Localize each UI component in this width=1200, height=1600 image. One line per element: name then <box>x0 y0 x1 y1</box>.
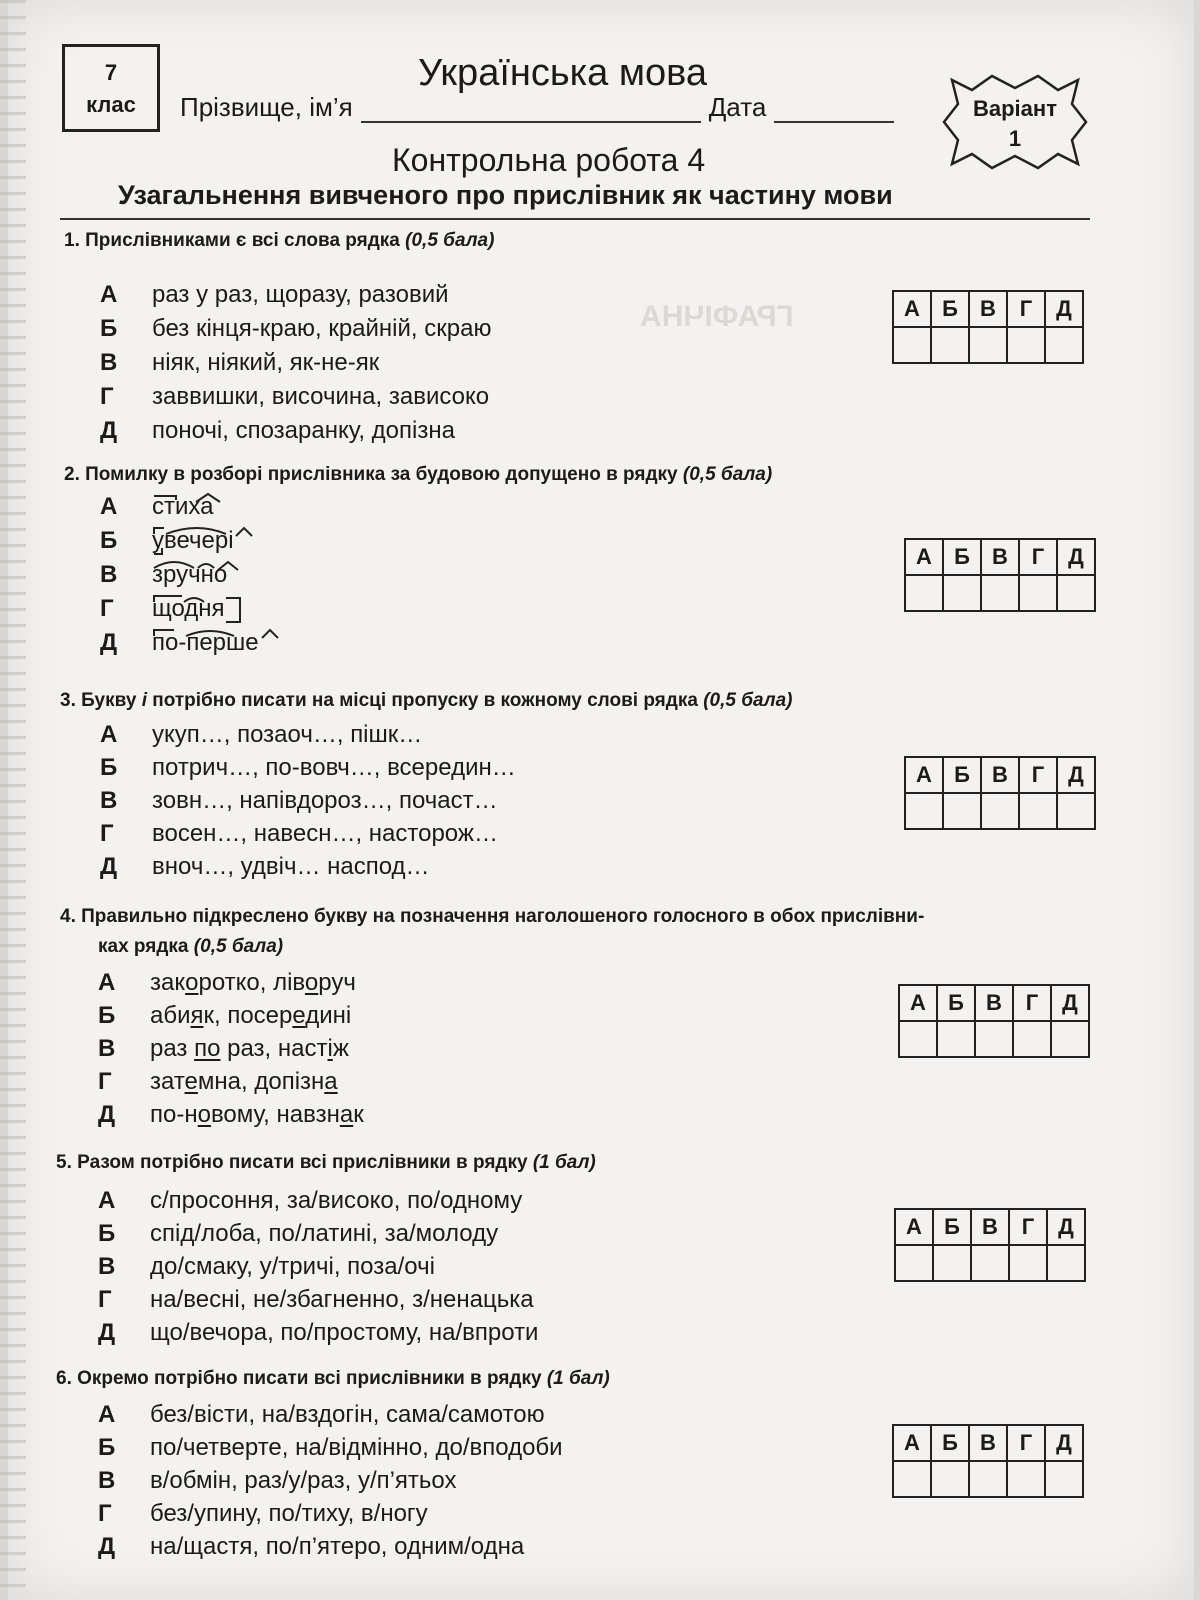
option-text: по/четверте, на/відмінно, до/вподоби <box>150 1434 563 1461</box>
stressed-letter: а <box>324 1068 338 1095</box>
answer-cell[interactable] <box>933 1245 971 1281</box>
answer-cell[interactable] <box>899 1021 937 1057</box>
answer-cell[interactable] <box>1045 1461 1083 1497</box>
answer-cell[interactable] <box>895 1245 933 1281</box>
question-points: (1 бал) <box>546 1368 610 1389</box>
morpheme-word <box>152 490 213 524</box>
option-text: раз у раз, щоразу, разовий <box>152 281 449 308</box>
question-number: 4. <box>60 906 76 927</box>
option-text: увечері <box>152 527 234 554</box>
option-letter: А <box>98 969 116 996</box>
answer-cell[interactable] <box>969 1461 1007 1497</box>
stressed-letter: і <box>327 1035 333 1062</box>
answer-grid-cells[interactable] <box>893 327 1083 363</box>
answer-cell[interactable] <box>1013 1021 1051 1057</box>
option-text: закоротко, ліворуч <box>150 969 356 996</box>
grid-letter: В <box>969 1425 1007 1461</box>
answer-cell[interactable] <box>893 327 931 363</box>
grid-letter: Б <box>931 291 969 327</box>
answer-cell[interactable] <box>981 575 1019 611</box>
option-letter: В <box>100 349 118 376</box>
grid-letter: А <box>905 757 943 793</box>
question-number: 2. <box>64 464 80 485</box>
grid-letter: Д <box>1057 539 1095 575</box>
question-text: потрібно писати на місці пропуску в кожному слові рядка <box>152 690 698 711</box>
grade-number: 7 <box>104 60 118 85</box>
surname-field[interactable] <box>361 97 701 123</box>
stressed-letter: я <box>190 1002 204 1029</box>
grid-letter: А <box>893 1425 931 1461</box>
option-text: стиха <box>152 493 214 520</box>
question-1-title <box>64 226 494 256</box>
grid-letter: Д <box>1045 291 1083 327</box>
morpheme-word <box>152 558 227 592</box>
question-number: 5. <box>56 1152 72 1173</box>
question-points: (0,5 бала) <box>405 230 495 251</box>
option-text: без кінця-краю, крайній, скраю <box>152 315 492 342</box>
grid-letter: В <box>981 539 1019 575</box>
option-letter: Д <box>100 629 118 656</box>
option-letter: Д <box>100 853 118 880</box>
option-letter: В <box>100 787 118 814</box>
morpheme-word <box>152 592 225 626</box>
answer-cell[interactable] <box>943 575 981 611</box>
option-letter: А <box>98 1187 116 1214</box>
grid-letter: В <box>981 757 1019 793</box>
variant-label: Варіант <box>973 96 1057 121</box>
stressed-letter: е <box>292 1002 306 1029</box>
option-letter: А <box>100 281 118 308</box>
morpheme-marks <box>152 490 242 524</box>
option-letter: Г <box>100 820 114 847</box>
grid-letter: Б <box>943 539 981 575</box>
answer-cell[interactable] <box>1007 327 1045 363</box>
answer-cell[interactable] <box>1057 575 1095 611</box>
answer-grid-header <box>893 1425 1083 1461</box>
answer-grid-header <box>905 757 1095 793</box>
answer-grid-4 <box>898 984 1090 1058</box>
grid-letter: Д <box>1057 757 1095 793</box>
option-text: в/обмін, раз/у/раз, у/п’ятьох <box>150 1467 457 1494</box>
answer-grid-1 <box>892 290 1084 364</box>
stressed-letter: по <box>194 1035 221 1062</box>
answer-grid-header <box>905 539 1095 575</box>
question-5-title <box>56 1148 596 1178</box>
option-text: с/просоння, за/високо, по/одному <box>150 1187 523 1214</box>
grid-letter: Г <box>1009 1209 1047 1245</box>
grid-letter: А <box>905 539 943 575</box>
option-text: абияк, посередині <box>150 1002 352 1029</box>
option-letter: Д <box>100 417 118 444</box>
option-letter: Б <box>98 1002 116 1029</box>
answer-cell[interactable] <box>943 793 981 829</box>
answer-grid-2 <box>904 538 1096 612</box>
answer-cell[interactable] <box>1019 575 1057 611</box>
question-line <box>60 932 924 962</box>
grid-letter: Б <box>931 1425 969 1461</box>
answer-grid-6 <box>892 1424 1084 1498</box>
question-text: Помилку в розборі прислівника за будовою допущено в рядку <box>85 464 678 485</box>
grid-letter: А <box>895 1209 933 1245</box>
option-letter: А <box>100 721 118 748</box>
topic-title: Узагальнення вивченого про прислівник як частину мови <box>118 180 893 210</box>
grid-letter: Г <box>1019 757 1057 793</box>
surname-label: Прізвище, ім’я <box>180 92 353 122</box>
answer-grid-cells[interactable] <box>905 793 1095 829</box>
answer-cell[interactable] <box>1057 793 1095 829</box>
answer-cell[interactable] <box>1009 1245 1047 1281</box>
question-text: Разом потрібно писати всі прислівники в рядку <box>77 1152 528 1173</box>
answer-grid-5 <box>894 1208 1086 1282</box>
grid-letter: Д <box>1045 1425 1083 1461</box>
subject-title: Українська мова <box>418 52 707 94</box>
option-letter: Г <box>98 1500 112 1527</box>
grid-letter: Г <box>1007 291 1045 327</box>
option-letter: А <box>100 493 118 520</box>
question-3-title <box>60 686 792 716</box>
question-points: (0,5 бала) <box>703 690 793 711</box>
surname-row <box>180 92 902 123</box>
answer-grid-cells[interactable] <box>895 1245 1085 1281</box>
option-letter: Г <box>100 383 114 410</box>
question-text: ках рядка <box>98 936 189 957</box>
option-text: вноч…, удвіч… наспод… <box>152 853 430 880</box>
stressed-letter: о <box>197 1101 211 1128</box>
topic-divider <box>60 218 1090 220</box>
morpheme-word <box>152 524 234 558</box>
morpheme-marks <box>152 524 262 558</box>
option-letter: Б <box>100 754 118 781</box>
answer-grid-header <box>895 1209 1085 1245</box>
morpheme-word <box>152 626 259 660</box>
option-text: без/вісти, на/вздогін, сама/самотою <box>150 1401 545 1428</box>
option-text: затемна, допізна <box>150 1068 338 1095</box>
option-text: восен…, навесн…, насторож… <box>152 820 498 847</box>
stressed-letter: е <box>184 1068 198 1095</box>
variant-number: 1 <box>1008 126 1022 151</box>
grid-letter: Д <box>1047 1209 1085 1245</box>
option-letter: Б <box>98 1220 116 1247</box>
option-letter: Д <box>98 1101 116 1128</box>
question-text: Окремо потрібно писати всі прислівники в рядку <box>77 1368 542 1389</box>
grid-letter: Б <box>943 757 981 793</box>
answer-cell[interactable] <box>931 327 969 363</box>
grid-letter: Б <box>933 1209 971 1245</box>
option-letter: Д <box>98 1319 116 1346</box>
stressed-letter: о <box>185 969 199 996</box>
option-letter: Д <box>98 1533 116 1560</box>
answer-grid-cells[interactable] <box>905 575 1095 611</box>
option-letter: Г <box>98 1068 112 1095</box>
grid-letter: Г <box>1013 985 1051 1021</box>
option-text: зручно <box>152 561 228 588</box>
answer-cell[interactable] <box>905 575 943 611</box>
option-text: поночі, спозаранку, допізна <box>152 417 455 444</box>
answer-cell[interactable] <box>975 1021 1013 1057</box>
stressed-letter: о <box>304 969 319 996</box>
option-letter: В <box>98 1035 116 1062</box>
answer-cell[interactable] <box>971 1245 1009 1281</box>
answer-cell[interactable] <box>905 793 943 829</box>
question-2-title <box>64 460 772 490</box>
question-text: Правильно підкреслено букву на позначення наголошеного голосного в обох прислівни- <box>81 906 925 927</box>
date-label: Дата <box>708 92 767 122</box>
highlight-letter: і <box>141 690 147 711</box>
morpheme-marks <box>152 626 282 660</box>
answer-cell[interactable] <box>1047 1245 1085 1281</box>
option-text: спід/лоба, по/латині, за/молоду <box>150 1220 499 1247</box>
option-text: зовн…, напівдороз…, почаст… <box>152 787 498 814</box>
question-points: (1 бал) <box>532 1152 596 1173</box>
answer-grid-header <box>899 985 1089 1021</box>
option-text: щодня <box>152 595 225 622</box>
option-letter: В <box>98 1467 116 1494</box>
grade-box <box>62 44 160 132</box>
question-6-title <box>56 1364 610 1394</box>
answer-cell[interactable] <box>969 327 1007 363</box>
grid-letter: Д <box>1051 985 1089 1021</box>
option-text: що/вечора, по/простому, на/впроти <box>150 1319 539 1346</box>
answer-grid-cells[interactable] <box>893 1461 1083 1497</box>
question-text: Букву <box>81 690 137 711</box>
option-text: укуп…, позаоч…, пішк… <box>152 721 423 748</box>
question-text: Прислівниками є всі слова рядка <box>85 230 400 251</box>
option-letter: Б <box>100 527 118 554</box>
option-letter: Г <box>98 1286 112 1313</box>
option-text: без/упину, по/тиху, в/ногу <box>150 1500 428 1527</box>
answer-cell[interactable] <box>1019 793 1057 829</box>
question-4-title <box>60 902 924 962</box>
answer-cell[interactable] <box>1051 1021 1089 1057</box>
answer-cell[interactable] <box>937 1021 975 1057</box>
grid-letter: В <box>975 985 1013 1021</box>
option-text: на/весні, не/збагненно, з/ненацька <box>150 1286 534 1313</box>
grid-letter: А <box>893 291 931 327</box>
morpheme-marks <box>152 592 252 626</box>
option-text: раз по раз, настіж <box>150 1035 349 1062</box>
grid-letter: Б <box>937 985 975 1021</box>
grade-word: клас <box>86 92 136 117</box>
option-letter: В <box>98 1253 116 1280</box>
grid-letter: А <box>899 985 937 1021</box>
question-number: 3. <box>60 690 76 711</box>
question-line <box>60 902 924 932</box>
test-title: Контрольна робота 4 <box>392 142 706 178</box>
answer-cell[interactable] <box>931 1461 969 1497</box>
grid-letter: В <box>971 1209 1009 1245</box>
option-letter: Б <box>98 1434 116 1461</box>
grid-letter: Г <box>1007 1425 1045 1461</box>
option-text: по-перше <box>152 629 259 656</box>
option-letter: А <box>98 1401 116 1428</box>
answer-grid-3 <box>904 756 1096 830</box>
option-text: по-новому, навзнак <box>150 1101 364 1128</box>
morpheme-marks <box>152 558 252 592</box>
date-field[interactable] <box>774 97 894 123</box>
option-text: ніяк, ніякий, як-не-як <box>152 349 380 376</box>
bleed-through-text: ГРАФІЧНА <box>640 300 794 333</box>
option-text: до/смаку, у/тричі, поза/очі <box>150 1253 435 1280</box>
option-letter: В <box>100 561 118 588</box>
answer-cell[interactable] <box>1007 1461 1045 1497</box>
answer-cell[interactable] <box>1045 327 1083 363</box>
question-number: 6. <box>56 1368 72 1389</box>
question-number: 1. <box>64 230 80 251</box>
grid-letter: В <box>969 291 1007 327</box>
answer-cell[interactable] <box>981 793 1019 829</box>
option-text: на/щастя, по/п’ятеро, одним/одна <box>150 1533 525 1560</box>
question-points: (0,5 бала) <box>193 936 284 957</box>
option-letter: Г <box>100 595 114 622</box>
option-letter: Б <box>100 315 118 342</box>
answer-cell[interactable] <box>893 1461 931 1497</box>
grid-letter: Г <box>1019 539 1057 575</box>
variant-badge <box>942 72 1088 172</box>
option-text: заввишки, височина, зависоко <box>152 383 490 410</box>
spiral-binding <box>0 0 26 1600</box>
question-points: (0,5 бала) <box>682 464 773 485</box>
option-text: потрич…, по-вовч…, всередин… <box>152 754 516 781</box>
answer-grid-cells[interactable] <box>899 1021 1089 1057</box>
answer-grid-header <box>893 291 1083 327</box>
stressed-letter: а <box>339 1101 354 1128</box>
